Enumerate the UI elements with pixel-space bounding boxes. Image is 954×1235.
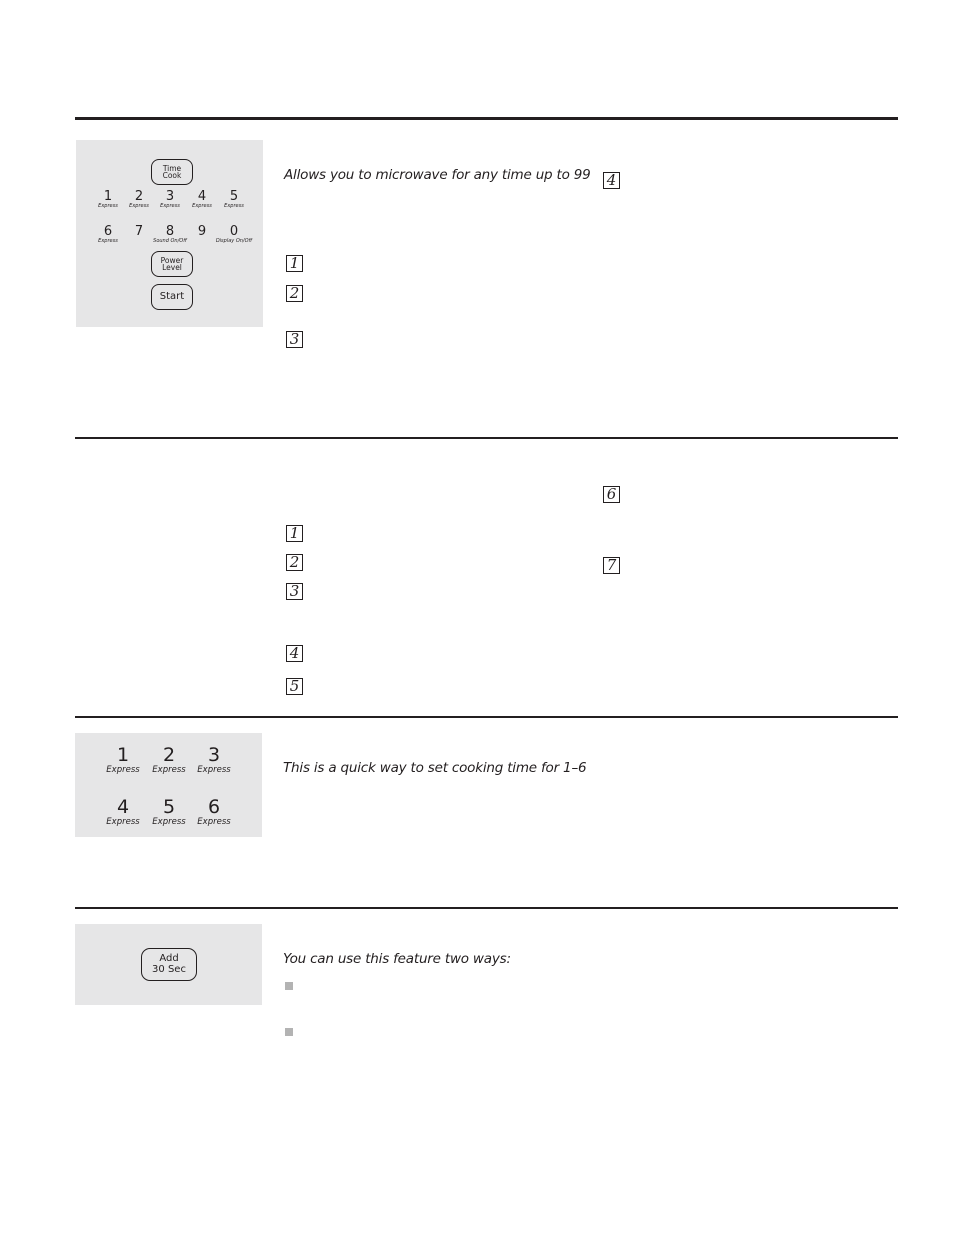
step-2-marker: 2 (286, 285, 303, 302)
add-30-sec-panel (75, 924, 262, 1005)
key-sublabel: Express (98, 238, 118, 244)
add-30-sec-intro: You can use this feature two ways: (283, 951, 511, 967)
section-divider-3 (75, 716, 898, 718)
express-key-5[interactable] (149, 798, 189, 827)
key-number: 8 (165, 224, 175, 239)
express-keypad-panel (75, 733, 262, 837)
step-5-marker: 5 (286, 678, 303, 695)
step-1-marker: 1 (286, 255, 303, 272)
time-cook-button[interactable] (151, 159, 193, 185)
key-8-sound[interactable] (150, 225, 190, 244)
express-key-4[interactable] (103, 798, 143, 827)
key-number: 6 (103, 224, 113, 239)
time-cook-intro: Allows you to microwave for any time up to 99 (284, 167, 591, 183)
key-sublabel: Express (197, 817, 231, 827)
key-number: 7 (134, 224, 144, 239)
step-2-marker: 2 (286, 554, 303, 571)
key-2[interactable] (125, 190, 153, 209)
bullet-marker (285, 1028, 293, 1036)
key-number: 2 (162, 744, 176, 766)
key-sublabel: Sound On/Off (153, 238, 187, 244)
section-divider-top (75, 117, 898, 120)
power-level-label-2: Level (162, 263, 182, 272)
key-number: 1 (116, 744, 130, 766)
time-cook-label-2: Cook (162, 171, 182, 180)
key-number: 5 (229, 189, 239, 204)
step-7-marker: 7 (603, 557, 620, 574)
time-cook-keypad-panel (76, 140, 263, 327)
key-0-display[interactable] (212, 225, 256, 244)
key-number: 6 (207, 796, 221, 818)
step-4-marker: 4 (286, 645, 303, 662)
key-7[interactable] (125, 225, 153, 239)
express-key-1[interactable] (103, 746, 143, 775)
add-30-sec-label-2: 30 Sec (152, 964, 186, 975)
key-sublabel: Express (106, 765, 140, 775)
key-sublabel: Express (106, 817, 140, 827)
key-number: 3 (207, 744, 221, 766)
step-3-marker: 3 (286, 583, 303, 600)
key-sublabel: Express (192, 203, 212, 209)
step-6-marker: 6 (603, 486, 620, 503)
power-level-label-1: Power (160, 255, 184, 265)
add-30-sec-button[interactable] (141, 948, 197, 981)
express-key-2[interactable] (149, 746, 189, 775)
power-level-button[interactable] (151, 251, 193, 277)
key-number: 4 (197, 189, 207, 204)
section-divider-4 (75, 907, 898, 909)
key-number: 0 (229, 224, 239, 239)
key-sublabel: Express (197, 765, 231, 775)
step-4-marker: 4 (603, 172, 620, 189)
key-number: 9 (197, 224, 207, 239)
key-sublabel: Express (152, 765, 186, 775)
key-sublabel: Display On/Off (215, 238, 253, 244)
express-key-6[interactable] (194, 798, 234, 827)
key-number: 2 (134, 189, 144, 204)
start-button[interactable] (151, 284, 193, 310)
section-divider-2 (75, 437, 898, 439)
key-number: 1 (103, 189, 113, 204)
key-sublabel: Express (129, 203, 149, 209)
key-number: 3 (165, 189, 175, 204)
bullet-marker (285, 982, 293, 990)
time-cook-label-1: Time (162, 163, 182, 173)
key-number: 5 (162, 796, 176, 818)
key-sublabel: Express (98, 203, 118, 209)
express-key-3[interactable] (194, 746, 234, 775)
key-1[interactable] (94, 190, 122, 209)
key-4[interactable] (188, 190, 216, 209)
key-sublabel: Express (224, 203, 244, 209)
step-3-marker: 3 (286, 331, 303, 348)
start-label: Start (159, 291, 185, 302)
step-1-marker: 1 (286, 525, 303, 542)
key-3[interactable] (156, 190, 184, 209)
key-sublabel: Express (152, 817, 186, 827)
express-intro: This is a quick way to set cooking time for 1–6 (283, 760, 587, 776)
key-5[interactable] (220, 190, 248, 209)
key-sublabel: Express (160, 203, 180, 209)
add-30-sec-label-1: Add (159, 953, 179, 964)
key-number: 4 (116, 796, 130, 818)
key-6[interactable] (94, 225, 122, 244)
